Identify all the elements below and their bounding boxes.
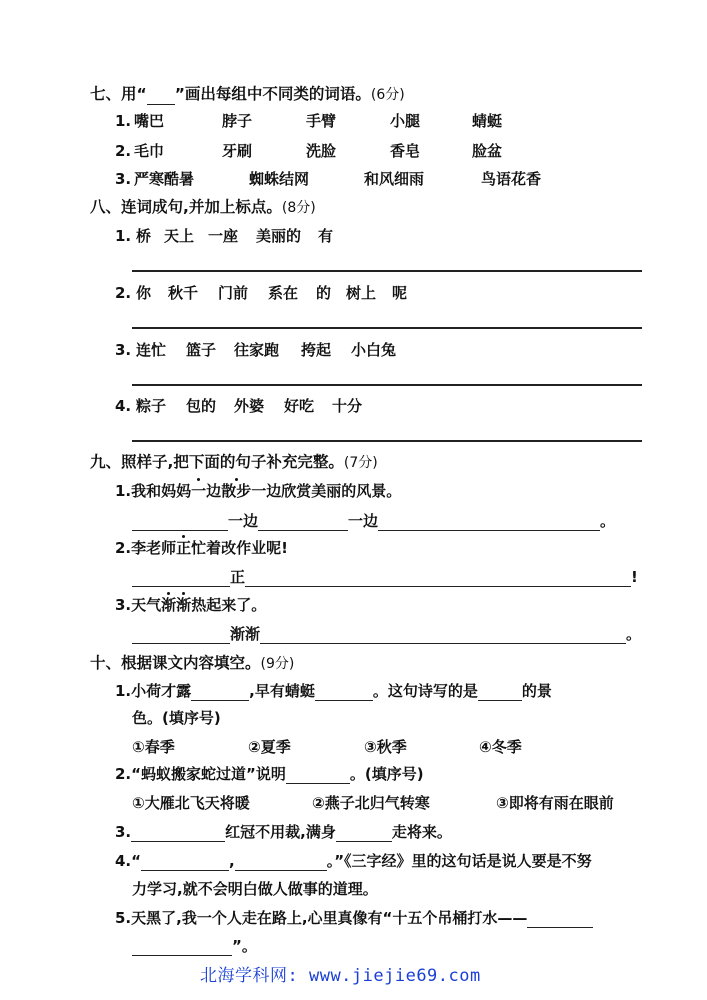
s7-group-2: 2. 毛巾 牙刷 洗脸 香皂 脸盆	[115, 142, 503, 160]
word[interactable]: 香皂	[390, 142, 421, 160]
word[interactable]: 蜘蛛结网	[249, 170, 310, 188]
blank[interactable]	[141, 854, 229, 871]
option[interactable]: ②夏季	[248, 738, 291, 756]
s7-group-3: 3. 严寒酷暑 蜘蛛结网 和风细雨 鸟语花香	[115, 170, 542, 188]
s10-q3: 3. 红冠不用裁,满身 走将来。	[115, 823, 452, 841]
blank[interactable]	[132, 570, 230, 587]
word[interactable]: 严寒酷暑	[134, 170, 195, 188]
word[interactable]: 脖子	[222, 112, 253, 130]
answer-line[interactable]	[132, 327, 642, 329]
s9-fill-1: 一边 一边 。	[132, 511, 615, 531]
s10-q5: 5.天黑了,我一个人走在路上,心里真像有“十五个吊桶打水——	[115, 908, 593, 928]
blank[interactable]	[191, 684, 249, 701]
option[interactable]: ①大雁北飞天将暖	[132, 794, 250, 812]
blank[interactable]	[132, 939, 232, 956]
s10-q1-cont: 色。(填序号)	[132, 709, 221, 727]
answer-line[interactable]	[132, 440, 642, 442]
word[interactable]: 牙刷	[222, 142, 253, 160]
s7-group-1: 1. 嘴巴 脖子 手臂 小腿 蜻蜓	[115, 112, 503, 130]
blank[interactable]	[336, 825, 392, 842]
word[interactable]: 手臂	[306, 112, 337, 130]
s10-q2-options	[132, 793, 614, 813]
blank[interactable]	[258, 514, 348, 531]
blank[interactable]	[378, 514, 600, 531]
section-10-title: 十、根据课文内容填空。(9分)	[90, 654, 295, 672]
s9-example-3: 3.天气渐渐热起来了。	[115, 596, 267, 614]
section-8-title: 八、连词成句,并加上标点。(8分)	[90, 198, 316, 216]
section-7-title: 七、用“ ”画出每组中不同类的词语。(6分)	[90, 85, 405, 103]
answer-line[interactable]	[132, 384, 642, 386]
s10-q4: 4.“ , 。”《三字经》里的这句话是说人要是不努	[115, 852, 592, 870]
blank[interactable]	[132, 627, 230, 644]
word[interactable]: 和风细雨	[364, 170, 425, 188]
word[interactable]: 脸盆	[472, 142, 503, 160]
blank[interactable]	[286, 767, 350, 784]
s8-item-1: 1. 桥 天上 一座 美丽的 有	[115, 227, 334, 245]
footer-watermark: 北海学科网: www.jiejie69.com	[200, 966, 481, 986]
s8-item-4: 4. 粽子 包的 外婆 好吃 十分	[115, 397, 363, 415]
option[interactable]: ④冬季	[479, 738, 522, 756]
word[interactable]: 毛巾	[134, 142, 165, 160]
blank[interactable]	[260, 627, 626, 644]
s10-q1: 1.小荷才露 ,早有蜻蜓 。这句诗写的是 的景	[115, 682, 552, 700]
s10-q2: 2.“蚂蚁搬家蛇过道”说明 。(填序号)	[115, 765, 424, 783]
blank[interactable]	[527, 911, 593, 928]
section-9-title: 九、照样子,把下面的句子补充完整。(7分)	[90, 453, 378, 471]
word[interactable]: 小腿	[390, 112, 421, 130]
blank[interactable]	[147, 88, 175, 105]
s9-example-2: 2.李老师正忙着改作业呢!	[115, 539, 289, 557]
s10-q5-cont: ”。	[132, 936, 257, 956]
blank[interactable]	[235, 854, 327, 871]
answer-line[interactable]	[132, 270, 642, 272]
blank[interactable]	[131, 825, 225, 842]
option[interactable]: ③秋季	[364, 738, 407, 756]
s9-example-1: 1.我和妈妈一边散步一边欣赏美丽的风景。	[115, 482, 402, 500]
blank[interactable]	[315, 684, 373, 701]
blank[interactable]	[132, 514, 228, 531]
word[interactable]: 蜻蜓	[472, 112, 503, 130]
word[interactable]: 鸟语花香	[481, 170, 542, 188]
s9-fill-3: 渐渐 。	[132, 624, 641, 644]
word[interactable]: 洗脸	[306, 142, 337, 160]
option[interactable]: ②燕子北归气转寒	[312, 794, 430, 812]
s8-item-2: 2. 你 秋千 门前 系在 的 树上 呢	[115, 284, 408, 302]
option[interactable]: ①春季	[132, 738, 175, 756]
s9-fill-2: 正 !	[132, 567, 638, 587]
word[interactable]: 嘴巴	[134, 112, 165, 130]
s8-item-3: 3. 连忙 篮子 往家跑 挎起 小白兔	[115, 341, 397, 359]
s10-q4-cont: 力学习,就不会明白做人做事的道理。	[132, 880, 378, 898]
blank[interactable]	[245, 570, 631, 587]
s10-q1-options	[132, 737, 522, 757]
blank[interactable]	[478, 684, 522, 701]
option[interactable]: ③即将有雨在眼前	[496, 794, 614, 812]
